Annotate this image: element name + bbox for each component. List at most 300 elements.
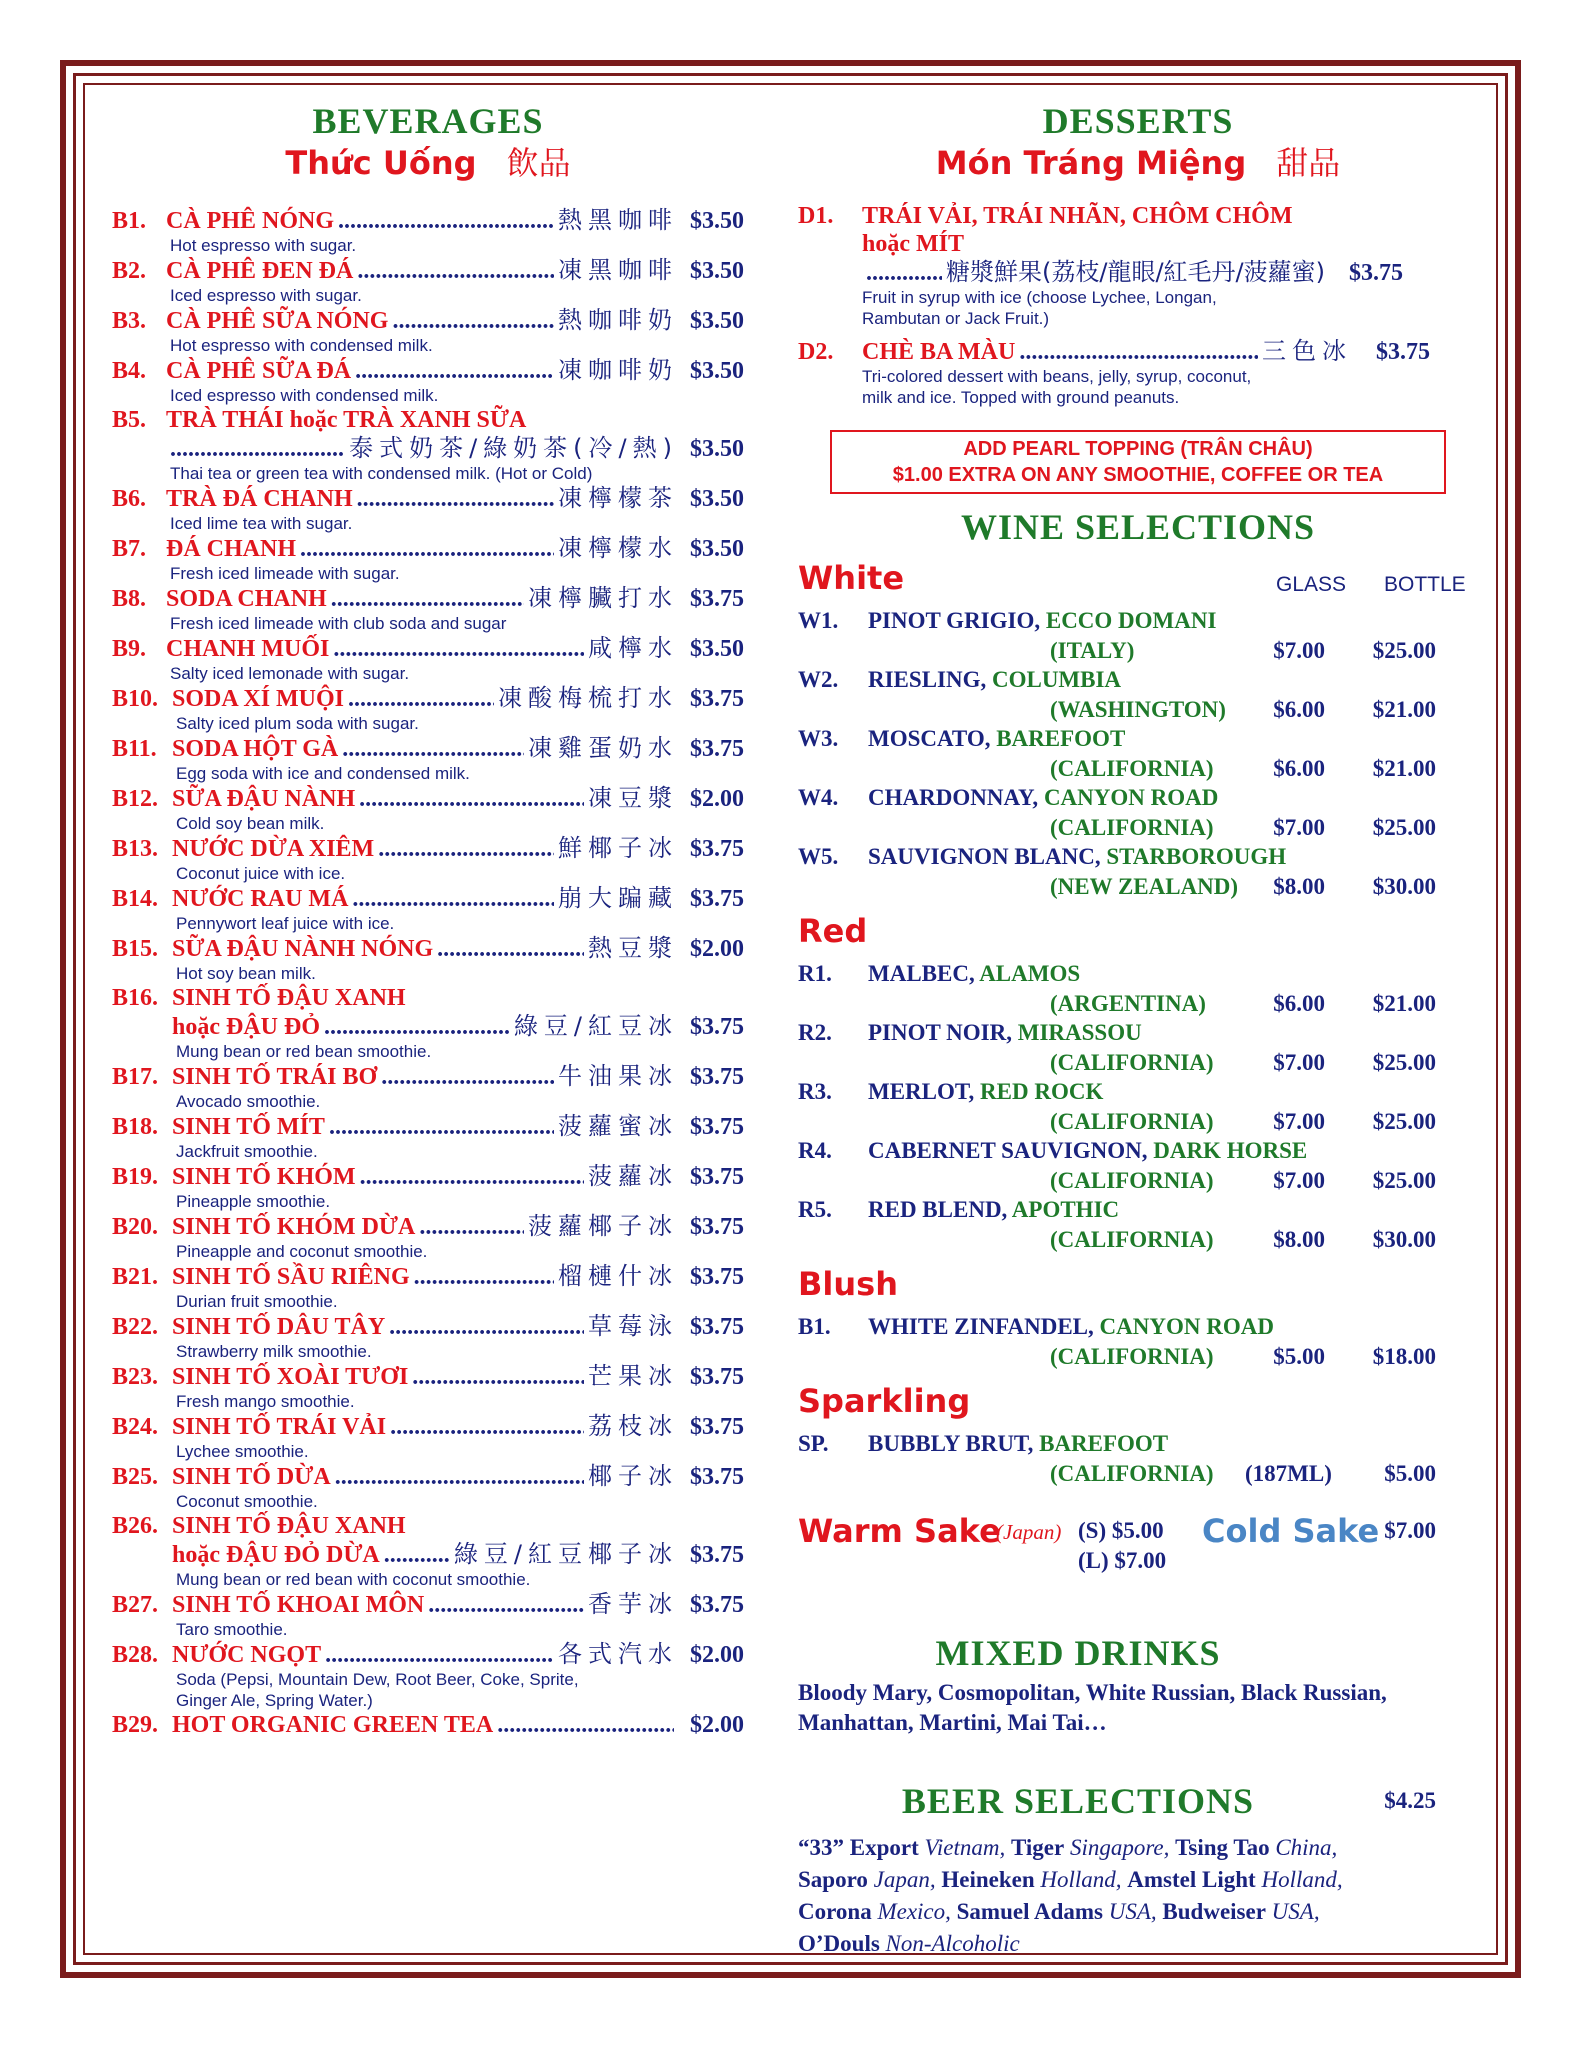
wine-name	[868, 667, 1121, 693]
wine-item	[798, 667, 1478, 726]
item-price: $3.75	[690, 686, 744, 712]
wine-name	[868, 1020, 1142, 1046]
menu-item	[798, 202, 1478, 329]
glass-header: GLASS	[1276, 573, 1347, 596]
item-name-zh: 椰子冰	[588, 1462, 678, 1490]
beer-item	[798, 1835, 1005, 1860]
item-name-zh: 凍咖啡奶	[558, 356, 678, 384]
item-description: Egg soda with ice and condensed milk.	[176, 764, 470, 783]
desserts-subtitle	[798, 142, 1478, 184]
item-name-zh: 凍雞蛋奶水	[528, 734, 678, 762]
warm-sake-small-price: (S) $5.00	[1078, 1518, 1164, 1543]
menu-item	[112, 484, 744, 534]
beverages-subtitle	[112, 142, 744, 184]
wine-region: (CALIFORNIA)	[1050, 1227, 1214, 1252]
item-description: Pineapple smoothie.	[176, 1192, 331, 1211]
wine-region: (CALIFORNIA)	[1050, 1109, 1214, 1134]
menu-item-row	[112, 1412, 744, 1441]
item-code: B22.	[112, 1314, 159, 1340]
menu-item	[112, 934, 744, 984]
item-price: $2.00	[690, 1712, 744, 1738]
beer-name: Saporo	[798, 1867, 868, 1892]
item-code: B14.	[112, 886, 159, 912]
item-price: $3.75	[1376, 339, 1430, 365]
menu-item-row	[112, 1512, 744, 1540]
menu-item	[112, 1112, 744, 1162]
item-name-zh: 糖漿鮮果(荔枝/龍眼/紅毛丹/菠蘿蜜)	[946, 258, 1325, 286]
leader-dots	[357, 485, 554, 513]
item-description: Taro smoothie.	[176, 1620, 288, 1639]
wine-glass-price: $5.00	[1273, 1344, 1325, 1369]
item-price: $3.75	[690, 1592, 744, 1618]
leader-dots	[324, 1013, 510, 1041]
menu-item	[112, 1312, 744, 1362]
menu-item-row	[112, 1212, 744, 1241]
item-code: B8.	[112, 586, 147, 612]
item-name-zh: 凍黑咖啡	[558, 256, 678, 284]
beer-origin: USA,	[1271, 1899, 1320, 1924]
item-code: B12.	[112, 786, 159, 812]
wine-code: B1.	[798, 1314, 831, 1339]
wine-maker: ECCO DOMANI	[1045, 608, 1217, 633]
wine-glass-price: $8.00	[1273, 1227, 1325, 1252]
leader-dots	[378, 835, 554, 863]
wine-bottle-price: $18.00	[1372, 1344, 1436, 1369]
wine-varietal: BUBBLY BRUT,	[868, 1431, 1034, 1456]
wine-glass-price: $6.00	[1273, 991, 1325, 1016]
wine-code: W3.	[798, 726, 839, 751]
menu-item	[112, 784, 744, 834]
wine-name	[868, 726, 1125, 752]
item-code: B6.	[112, 486, 147, 512]
item-code: B5.	[112, 407, 147, 433]
menu-item-row	[112, 1462, 744, 1491]
wine-maker: BAREFOOT	[1039, 1431, 1169, 1456]
item-name-zh: 熱豆漿	[588, 934, 678, 962]
menu-item	[112, 306, 744, 356]
wine-bottle-price: $25.00	[1372, 815, 1436, 840]
leader-dots	[352, 885, 554, 913]
item-price: $2.00	[690, 936, 744, 962]
beverages-section	[112, 100, 744, 1739]
item-price: $3.75	[690, 1264, 744, 1290]
item-name-zh: 泰式奶茶/綠奶茶(冷/熱)	[349, 434, 678, 462]
item-price: $3.75	[690, 1542, 744, 1568]
item-code: B17.	[112, 1064, 159, 1090]
beer-item	[1127, 1867, 1342, 1892]
item-price: $3.75	[690, 586, 744, 612]
menu-item-row	[112, 1540, 744, 1569]
wine-title: WINE SELECTIONS	[960, 507, 1316, 547]
item-name: CÀ PHÊ SỮA ĐÁ	[166, 358, 352, 384]
item-name-zh: 熱咖啡奶	[558, 306, 678, 334]
item-name-zh: 各式汽水	[558, 1640, 678, 1668]
leader-dots	[384, 1541, 450, 1569]
item-code: D2.	[798, 339, 834, 365]
item-name: TRÀ ĐÁ CHANH	[166, 486, 353, 512]
beer-name: “33” Export	[798, 1835, 919, 1860]
beverages-subtitle-vn: Thức Uống	[285, 144, 477, 182]
wine-name	[868, 1314, 1274, 1340]
item-price: $3.75	[690, 836, 744, 862]
item-name: SODA CHANH	[166, 586, 327, 612]
item-name: SINH TỐ TRÁI VẢI	[172, 1414, 387, 1440]
item-price: $2.00	[690, 1642, 744, 1668]
wine-varietal: PINOT GRIGIO,	[868, 608, 1041, 633]
item-price: $3.75	[690, 1114, 744, 1140]
wine-maker: BAREFOOT	[996, 726, 1126, 751]
menu-item-row	[798, 230, 1478, 258]
wine-varietal: MALBEC,	[868, 961, 975, 986]
item-code: B4.	[112, 358, 147, 384]
leader-dots	[170, 435, 345, 463]
menu-item-row	[112, 306, 744, 335]
menu-item-row	[798, 202, 1478, 230]
item-price: $3.75	[690, 1314, 744, 1340]
menu-item	[112, 684, 744, 734]
wine-bottle-price: $25.00	[1372, 1109, 1436, 1134]
beverages-subtitle-zh: 飲品	[506, 144, 571, 182]
menu-item	[112, 1462, 744, 1512]
menu-item-row	[112, 684, 744, 713]
wine-varietal: CABERNET SAUVIGNON,	[868, 1138, 1148, 1163]
leader-dots	[359, 785, 584, 813]
item-name-zh: 凍檸檬茶	[558, 484, 678, 512]
item-name-2: hoặc ĐẬU ĐỎ DỪA	[172, 1542, 380, 1568]
beer-origin: Holland,	[1040, 1867, 1122, 1892]
item-code: B19.	[112, 1164, 159, 1190]
item-description: Jackfruit smoothie.	[176, 1142, 318, 1161]
item-name: NƯỚC NGỌT	[172, 1642, 322, 1668]
leader-dots	[342, 735, 524, 763]
item-description: Lychee smoothie.	[176, 1442, 309, 1461]
menu-item	[112, 834, 744, 884]
menu-item	[112, 1062, 744, 1112]
item-name: SINH TỐ KHOAI MÔN	[172, 1592, 425, 1618]
wine-name	[868, 1431, 1168, 1457]
wine-maker: CANYON ROAD	[1043, 785, 1219, 810]
item-price: $3.50	[690, 436, 744, 462]
leader-dots	[348, 685, 494, 713]
leader-dots	[392, 307, 554, 335]
beer-name: Tsing Tao	[1175, 1835, 1270, 1860]
item-name: CHANH MUỐI	[166, 636, 330, 662]
wine-code: R5.	[798, 1197, 832, 1222]
item-price: $3.75	[1348, 260, 1403, 286]
leader-dots	[333, 635, 584, 663]
wine-glass-price: (187ML)	[1245, 1461, 1332, 1486]
wine-code: R3.	[798, 1079, 832, 1104]
beer-item	[798, 1867, 936, 1892]
menu-item	[112, 356, 744, 406]
item-code: B28.	[112, 1642, 159, 1668]
item-description: Fresh iced limeade with club soda and sugar	[170, 614, 507, 633]
item-price: $3.75	[690, 1464, 744, 1490]
wine-varietal: MOSCATO,	[868, 726, 991, 751]
wine-glass-price: $8.00	[1273, 874, 1325, 899]
desserts-list	[798, 202, 1478, 408]
item-description: Salty iced lemonade with sugar.	[170, 664, 410, 683]
wine-varietal: PINOT NOIR,	[868, 1020, 1012, 1045]
item-name: SỮA ĐẬU NÀNH	[172, 786, 356, 812]
leader-dots	[389, 1313, 584, 1341]
wine-name	[868, 785, 1218, 811]
menu-item	[112, 1412, 744, 1462]
item-description: Cold soy bean milk.	[176, 814, 325, 833]
item-description: Fruit in syrup with ice (choose Lychee, Longan,	[862, 288, 1217, 307]
item-description: Avocado smoothie.	[176, 1092, 321, 1111]
item-price: $3.75	[690, 1214, 744, 1240]
item-name-zh: 咸檸水	[588, 634, 678, 662]
item-description: Thai tea or green tea with condensed milk. (Hot or Cold)	[170, 464, 593, 483]
pearl-topping-box	[830, 430, 1446, 494]
item-name-zh: 草莓泳	[588, 1312, 678, 1340]
wine-region: (CALIFORNIA)	[1050, 815, 1214, 840]
wine-varietal: MERLOT,	[868, 1079, 975, 1104]
menu-item	[112, 1640, 744, 1711]
wine-region: (CALIFORNIA)	[1050, 756, 1214, 781]
item-price: $3.50	[690, 308, 744, 334]
wine-item	[798, 1197, 1478, 1256]
leader-dots	[1019, 338, 1258, 366]
menu-item-row	[112, 934, 744, 963]
beer-item	[1011, 1835, 1169, 1860]
wine-maker: CANYON ROAD	[1099, 1314, 1274, 1339]
desserts-title: DESSERTS	[1042, 101, 1234, 141]
beer-price: $4.25	[1384, 1788, 1436, 1813]
item-price: $3.75	[690, 1064, 744, 1090]
beer-origin: Holland,	[1261, 1867, 1343, 1892]
item-code: B23.	[112, 1364, 159, 1390]
item-price: $3.75	[690, 1414, 744, 1440]
menu-item-row	[112, 1711, 744, 1739]
item-code: B2.	[112, 258, 147, 284]
item-name-zh: 凍檸臟打水	[528, 584, 678, 612]
menu-item-row	[112, 784, 744, 813]
wine-code: W5.	[798, 844, 839, 869]
wine-code: W2.	[798, 667, 839, 692]
item-code: B20.	[112, 1214, 159, 1240]
wine-region: (CALIFORNIA)	[1050, 1168, 1214, 1193]
mixed-drinks-title: MIXED DRINKS	[935, 1633, 1221, 1673]
item-name-2: hoặc MÍT	[862, 231, 964, 257]
menu-item	[112, 1711, 744, 1739]
item-name-zh: 榴槤什冰	[558, 1262, 678, 1290]
desserts-subtitle-vn: Món Tráng Miệng	[935, 144, 1247, 182]
item-name: NƯỚC RAU MÁ	[172, 886, 349, 912]
wine-varietal: RIESLING,	[868, 667, 987, 692]
menu-item-row	[112, 634, 744, 663]
item-name: SINH TỐ TRÁI BƠ	[172, 1064, 378, 1090]
wine-region: (CALIFORNIA)	[1050, 1344, 1214, 1369]
wine-name	[868, 608, 1216, 634]
item-name-zh: 香芋冰	[588, 1590, 678, 1618]
menu-item	[112, 884, 744, 934]
menu-item-row	[112, 1012, 744, 1041]
red-wine-list	[798, 961, 1478, 1256]
wine-code: W1.	[798, 608, 839, 633]
wine-item	[798, 1138, 1478, 1197]
item-name: SINH TỐ KHÓM DỪA	[172, 1214, 416, 1240]
item-description: Fresh mango smoothie.	[176, 1392, 355, 1411]
wine-name	[868, 1079, 1103, 1105]
item-name-zh: 三色冰	[1262, 337, 1352, 365]
leader-dots	[325, 1641, 554, 1669]
wine-varietal: CHARDONNAY,	[868, 785, 1039, 810]
menu-item-row	[112, 484, 744, 513]
wine-item	[798, 1020, 1478, 1079]
item-name: SINH TỐ DỪA	[172, 1464, 331, 1490]
item-code: B1.	[112, 208, 147, 234]
beer-list	[798, 1832, 1478, 1960]
item-price: $3.75	[690, 886, 744, 912]
item-price: $3.75	[690, 1164, 744, 1190]
wine-item	[798, 1431, 1478, 1490]
item-name: CÀ PHÊ ĐEN ĐÁ	[166, 258, 354, 284]
item-description: Coconut juice with ice.	[176, 864, 346, 883]
mixed-drinks-line-2: Manhattan, Martini, Mai Tai…	[798, 1710, 1107, 1735]
item-code: B7.	[112, 536, 147, 562]
wine-maker: ALAMOS	[979, 961, 1081, 986]
leader-dots	[357, 257, 554, 285]
leader-dots	[381, 1063, 554, 1091]
menu-item-row	[112, 406, 744, 434]
leader-dots	[866, 259, 942, 287]
wine-glass-price: $7.00	[1273, 638, 1325, 663]
leader-dots	[300, 535, 554, 563]
item-code: B21.	[112, 1264, 159, 1290]
wine-varietal: RED BLEND,	[868, 1197, 1008, 1222]
item-price: $3.50	[690, 636, 744, 662]
item-description: Coconut smoothie.	[176, 1492, 318, 1511]
beer-name: Corona	[798, 1899, 872, 1924]
menu-item-row	[112, 1162, 744, 1191]
item-price: $3.50	[690, 208, 744, 234]
leader-dots	[338, 207, 554, 235]
item-name-zh: 熱黑咖啡	[558, 206, 678, 234]
item-description: Iced espresso with sugar.	[170, 286, 362, 305]
item-price: $3.75	[690, 736, 744, 762]
white-label: White	[798, 559, 905, 597]
wine-bottle-price: $25.00	[1372, 1050, 1436, 1075]
pearl-line-1: ADD PEARL TOPPING (TRÂN CHÂU)	[963, 438, 1313, 460]
leader-dots	[355, 357, 554, 385]
beer-origin: Vietnam,	[924, 1835, 1006, 1860]
item-description: Hot espresso with sugar.	[170, 236, 357, 255]
item-name: HOT ORGANIC GREEN TEA	[172, 1712, 494, 1738]
item-description: Durian fruit smoothie.	[176, 1292, 338, 1311]
wine-name	[868, 1197, 1119, 1223]
item-code: B18.	[112, 1114, 159, 1140]
wine-item	[798, 785, 1478, 844]
menu-item	[112, 1212, 744, 1262]
item-description: Strawberry milk smoothie.	[176, 1342, 372, 1361]
wine-glass-price: $6.00	[1273, 756, 1325, 781]
wine-varietal: WHITE ZINFANDEL,	[868, 1314, 1094, 1339]
item-description: Iced lime tea with sugar.	[170, 514, 353, 533]
item-name-zh: 菠蘿椰子冰	[528, 1212, 678, 1240]
menu-item-row	[112, 984, 744, 1012]
leader-dots	[428, 1591, 584, 1619]
item-description: Rambutan or Jack Fruit.)	[862, 309, 1050, 328]
beer-name: Heineken	[941, 1867, 1035, 1892]
beer-name: Samuel Adams	[956, 1899, 1103, 1924]
desserts-subtitle-zh: 甜品	[1276, 144, 1341, 182]
mixed-drinks-line-1: Bloody Mary, Cosmopolitan, White Russian, Black Russian,	[798, 1680, 1387, 1705]
item-name-zh: 菠蘿蜜冰	[558, 1112, 678, 1140]
white-wine-list	[798, 608, 1478, 903]
leader-dots	[329, 1113, 554, 1141]
menu-item-row	[112, 206, 744, 235]
item-name-zh: 鮮椰子冰	[558, 834, 678, 862]
leader-dots	[414, 1263, 554, 1291]
menu-item-row	[112, 884, 744, 913]
menu-item-row	[798, 337, 1478, 366]
item-name-zh: 崩大蹁藏	[558, 884, 678, 912]
wine-bottle-price: $30.00	[1372, 874, 1436, 899]
wine-region: (ITALY)	[1050, 638, 1135, 663]
beer-name: Budweiser	[1162, 1899, 1266, 1924]
beer-item	[798, 1899, 951, 1924]
item-name: SINH TỐ ĐẬU XANH	[172, 1513, 406, 1539]
menu-item-row	[112, 1262, 744, 1291]
menu-item-row	[112, 1590, 744, 1619]
blush-label: Blush	[798, 1265, 898, 1303]
menu-item	[112, 1162, 744, 1212]
item-name-zh: 芒果冰	[588, 1362, 678, 1390]
wine-item	[798, 961, 1478, 1020]
wine-item	[798, 726, 1478, 785]
menu-item	[112, 984, 744, 1062]
wine-maker: COLUMBIA	[991, 667, 1122, 692]
wine-bottle-price: $30.00	[1372, 1227, 1436, 1252]
warm-sake-label: Warm Sake	[798, 1512, 1001, 1550]
beer-item	[1175, 1835, 1337, 1860]
item-description: Soda (Pepsi, Mountain Dew, Root Beer, Coke, Sprite,	[176, 1670, 579, 1689]
beer-item	[798, 1931, 1020, 1956]
item-code: D1.	[798, 203, 834, 229]
item-code: B9.	[112, 636, 147, 662]
item-code: B11.	[112, 736, 157, 762]
item-description: Mung bean or red bean smoothie.	[176, 1042, 432, 1061]
item-name-zh: 凍豆漿	[588, 784, 678, 812]
item-description: Hot espresso with condensed milk.	[170, 336, 433, 355]
item-description: Mung bean or red bean with coconut smoothie.	[176, 1570, 531, 1589]
menu-item-row	[112, 434, 744, 463]
sparkling-label: Sparkling	[798, 1382, 971, 1420]
item-description: Pennywort leaf juice with ice.	[176, 914, 395, 933]
item-name: TRÀ THÁI hoặc TRÀ XANH SỮA	[166, 407, 527, 433]
wine-code: R4.	[798, 1138, 832, 1163]
item-name: CÀ PHÊ NÓNG	[166, 208, 334, 234]
beer-origin: USA,	[1108, 1899, 1157, 1924]
beer-origin: Singapore,	[1069, 1835, 1170, 1860]
item-name: SODA XÍ MUỘI	[172, 686, 345, 712]
beer-origin: Japan,	[873, 1867, 936, 1892]
menu-item	[112, 1590, 744, 1640]
wine-glass-price: $6.00	[1273, 697, 1325, 722]
leader-dots	[331, 585, 524, 613]
leader-dots	[360, 1163, 584, 1191]
item-price: $3.50	[690, 536, 744, 562]
item-description: Hot soy bean milk.	[176, 964, 316, 983]
wine-maker: APOTHIC	[1011, 1197, 1120, 1222]
item-description: Pineapple and coconut smoothie.	[176, 1242, 428, 1261]
menu-item	[112, 1512, 744, 1590]
item-description: Fresh iced limeade with sugar.	[170, 564, 400, 583]
menu-item	[112, 1362, 744, 1412]
menu-item-row	[112, 1362, 744, 1391]
